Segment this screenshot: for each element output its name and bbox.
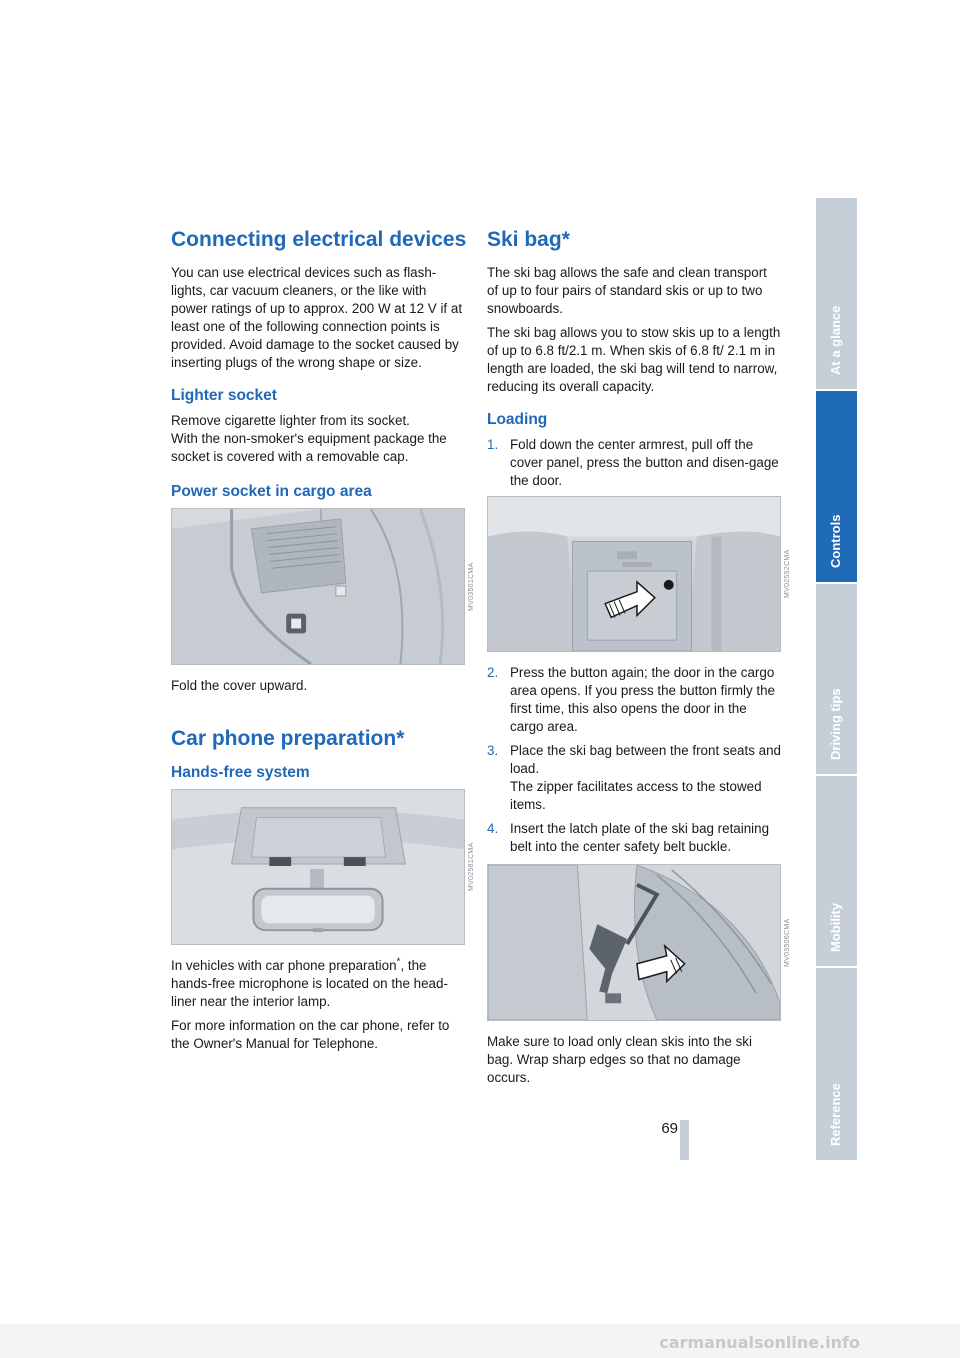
step-item (487, 664, 781, 736)
belt-buckle-image (487, 864, 781, 1021)
tab-reference[interactable] (816, 968, 857, 1160)
car-phone-text-2: For more information on the car phone, refer to the Owner's Manual for Telephone. (171, 1018, 450, 1051)
hands-free-fig-code: MV02581CMA (468, 842, 475, 892)
tab-label: Reference (828, 1083, 843, 1146)
step-text: Press the button again; the door in the cargo area opens. If you press the button firmly the first time, this also opens the door in the cargo area. (510, 665, 775, 734)
car-phone-text-1a: In vehicles with car phone preparation (171, 958, 397, 973)
car-phone-text-1b: , the hands-free microphone is located on the head-liner near the interior lamp. (171, 958, 448, 1009)
armrest-image (487, 496, 781, 652)
left-column (171, 226, 475, 1059)
step-number: 1. (487, 437, 499, 452)
ski-fig-2-code: MV03506CMA (784, 918, 791, 967)
car-phone-text-1 (171, 957, 465, 1011)
ski-bag-figure-1 (487, 496, 791, 652)
step-text: Place the ski bag between the front seats and load. (510, 743, 781, 776)
page-number-bar (680, 1120, 689, 1160)
tab-label: At a glance (828, 305, 843, 375)
power-socket-heading: Power socket in cargo area (171, 483, 372, 500)
loading-steps (487, 436, 781, 490)
step-number: 2. (487, 665, 499, 680)
tab-label: Mobility (828, 902, 843, 952)
ski-bag-figure-2 (487, 864, 791, 1021)
loading-steps-cont (487, 664, 781, 856)
section-title-ski-bag: Ski bag* (487, 228, 570, 251)
option-star: * (396, 956, 401, 968)
ski-bag-closing: Make sure to load only clean skis into the ski bag. Wrap sharp edges so that no damage occurs. (487, 1034, 752, 1085)
step-item (487, 436, 781, 490)
step-item (487, 820, 781, 856)
ski-fig-1-code: MV02552CMA (784, 549, 791, 599)
step-text-b: The zipper facilitates access to the stowed items. (510, 779, 762, 812)
lighter-socket-heading: Lighter socket (171, 387, 277, 404)
step-number: 4. (487, 821, 499, 836)
electrical-intro: You can use electrical devices such as flash-lights, car vacuum cleaners, or the like with power ratings of up to approx. 200 W at 12 V if at least one of the following connection points is provided. Avoid damage to the socket caused by inserting plugs of the wrong shape or size. (171, 265, 463, 370)
tab-label: Controls (828, 514, 843, 568)
power-socket-figure (171, 508, 475, 665)
hands-free-image (171, 789, 465, 945)
chapter-sidebar (816, 198, 857, 1160)
tab-at-a-glance[interactable] (816, 198, 857, 391)
step-text: Insert the latch plate of the ski bag retaining belt into the center safety belt buckle. (510, 821, 770, 854)
section-title-electrical: Connecting electrical devices (171, 228, 467, 251)
lighter-text-1: Remove cigarette lighter from its socket. (171, 413, 410, 428)
tab-controls[interactable] (816, 391, 857, 584)
power-fig-code: MV03501CMA (468, 562, 475, 611)
ski-bag-text-2: The ski bag allows you to stow skis up to a length of up to 6.8 ft/2.1 m. When skis of 6.8 ft/ 2.1 m in length are loaded, the ski bag will tend to narrow, reducing its overall capacity. (487, 325, 781, 394)
watermark-text: carmanualsonline.info (659, 1333, 860, 1352)
loading-heading: Loading (487, 411, 548, 428)
lighter-text-2: With the non-smoker's equipment package the socket is covered with a removable cap. (171, 431, 447, 464)
power-socket-image (171, 508, 465, 665)
tab-mobility[interactable] (816, 776, 857, 968)
tab-driving-tips[interactable] (816, 584, 857, 776)
power-socket-text: Fold the cover upward. (171, 678, 308, 693)
watermark-bar (0, 1324, 960, 1358)
tab-label: Driving tips (828, 688, 843, 760)
step-number: 3. (487, 743, 499, 758)
step-item (487, 742, 781, 814)
page-number: 69 (661, 1120, 678, 1137)
step-text: Fold down the center armrest, pull off the cover panel, press the button and disen-gage the door. (510, 437, 779, 488)
hands-free-heading: Hands-free system (171, 764, 310, 781)
ski-bag-text-1: The ski bag allows the safe and clean transport of up to four pairs of standard skis or up to two snowboards. (487, 265, 767, 316)
right-column (487, 226, 791, 1093)
section-title-car-phone: Car phone preparation* (171, 727, 405, 750)
hands-free-figure (171, 789, 475, 945)
